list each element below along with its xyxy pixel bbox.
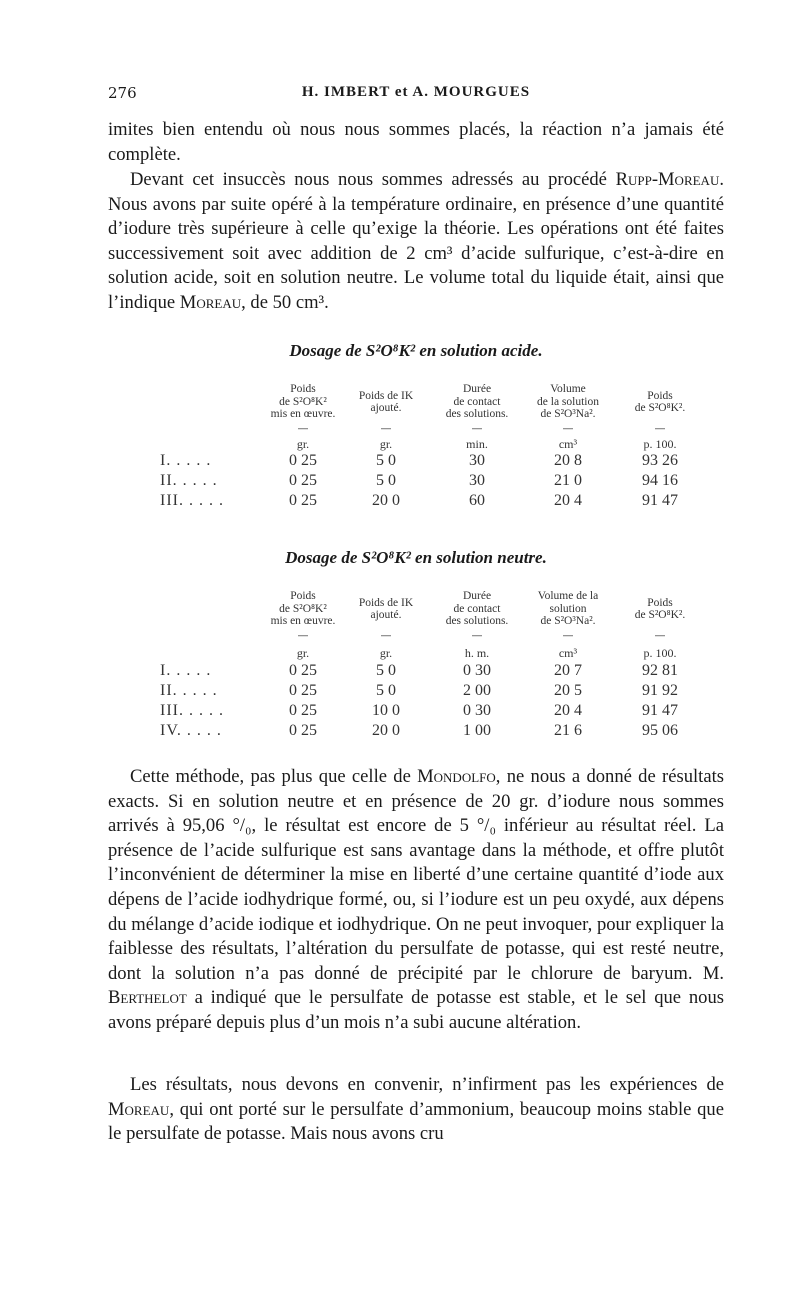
column-header: de S²O⁸K² (279, 395, 327, 408)
table-cell: 5 0 (376, 682, 396, 699)
row-label: III. . . . . (160, 702, 224, 719)
header-rule: — (562, 422, 574, 435)
paragraph-2-text: Devant cet insuccès nous nous sommes adressés au procédé (130, 169, 616, 190)
table-cell: 21 6 (554, 722, 582, 739)
page-header (108, 84, 724, 106)
column-header: Poids (647, 596, 673, 609)
header-rule: — (297, 629, 309, 642)
table-cell: 0 30 (463, 662, 491, 679)
table-cell: 0 25 (289, 682, 317, 699)
author-name: Moreau (108, 1098, 170, 1120)
unit-label: gr. (379, 646, 393, 660)
row-label: IV. . . . . (160, 722, 222, 739)
unit-label: min. (466, 437, 488, 451)
author-name: Mondolfo (417, 766, 496, 787)
table-cell: 60 (469, 492, 485, 509)
table-cell: 94 16 (642, 472, 678, 489)
table-cell: 5 0 (376, 472, 396, 489)
unit-label: h. m. (464, 646, 490, 660)
table-cell: 0 25 (289, 492, 317, 509)
column-header: Volume (550, 383, 586, 396)
table-cell: 1 00 (463, 722, 491, 739)
table-cell: 95 06 (642, 722, 678, 739)
paragraph-3-text: Cette méthode, pas plus que celle de (130, 766, 418, 787)
column-header: Poids de IK (358, 389, 414, 402)
column-header: Durée (462, 383, 492, 396)
page-number: 276 (108, 84, 137, 102)
unit-label: cm³ (558, 437, 578, 451)
table-1-caption: Dosage de S²O⁸K² en solution acide. (289, 341, 543, 360)
header-rule: — (654, 422, 666, 435)
column-header: de S²O³Na². (540, 615, 596, 628)
table-cell: 0 25 (289, 472, 317, 489)
unit-label: p. 100. (643, 646, 677, 660)
column-header: ajouté. (370, 609, 402, 621)
column-header: de la solution (537, 395, 599, 408)
column-header: Volume de la (537, 590, 599, 603)
table-cell: 92 81 (642, 662, 678, 679)
author-name: Berthelot (108, 987, 187, 1009)
table-cell: 5 0 (376, 452, 396, 469)
author-name: Moreau (179, 291, 242, 313)
running-head: H. IMBERT et A. MOURGUES (301, 84, 531, 100)
table-2-caption: Dosage de S²O⁸K² en solution neutre. (285, 548, 547, 567)
unit-label: gr. (296, 437, 310, 451)
row-label: II. . . . . (160, 472, 218, 489)
table-cell: 20 0 (372, 722, 400, 739)
table-cell: 30 (469, 452, 485, 469)
unit-label: gr. (379, 437, 393, 451)
table-cell: 0 25 (289, 452, 317, 469)
row-label: I. . . . . (160, 452, 212, 469)
paragraph-4-text: , qui ont porté sur le persulfate d’ammonium, beaucoup moins stable que le persulfate de potasse. Mais nous avons cru (108, 1098, 724, 1145)
table-cell: 20 4 (554, 702, 582, 719)
paragraph-4 (108, 1073, 724, 1147)
table-cell: 5 0 (376, 662, 396, 679)
paragraph-2-text: , de 50 cm³. (241, 291, 329, 313)
table-cell: 0 25 (289, 722, 317, 739)
column-header: de contact (453, 395, 501, 408)
table-cell: 91 47 (642, 702, 678, 719)
table-cell: 21 0 (554, 472, 582, 489)
column-header: Durée (462, 590, 492, 603)
paragraph-3 (108, 765, 724, 1036)
header-rule: — (562, 629, 574, 642)
table-cell: 20 5 (554, 682, 582, 699)
table-cell: 0 25 (289, 702, 317, 719)
column-header: de contact (453, 602, 501, 615)
header-rule: — (380, 422, 392, 435)
column-header: ajouté. (370, 402, 402, 414)
table-cell: 2 00 (463, 682, 491, 699)
table-cell: 93 26 (642, 452, 678, 469)
column-header: de S²O⁸K². (634, 609, 686, 621)
row-label: II. . . . . (160, 682, 218, 699)
column-header: de S²O⁸K². (634, 402, 686, 414)
header-rule: — (380, 629, 392, 642)
header-rule: — (654, 629, 666, 642)
column-header: mis en œuvre. (270, 615, 336, 628)
table-cell: 0 30 (463, 702, 491, 719)
unit-label: cm³ (558, 646, 578, 660)
column-header: des solutions. (445, 408, 509, 421)
table-cell: 20 8 (554, 452, 582, 469)
table-cell: 20 7 (554, 662, 582, 679)
column-header: Poids (290, 590, 316, 603)
column-header: des solutions. (445, 615, 509, 628)
header-rule: — (471, 629, 483, 642)
table-cell: 0 25 (289, 662, 317, 679)
paragraph-1: imites bien entendu où nous nous sommes placés, la réaction n’a jamais été complète. (108, 119, 724, 165)
paragraph-3-text: a indiqué que le persulfate de potasse est stable, et le sel que nous avons préparé depuis plus d’un mois n’a subi aucune altération. (108, 987, 724, 1033)
column-header: Poids (647, 389, 673, 402)
table-cell: 91 92 (642, 682, 678, 699)
table-cell: 20 4 (554, 492, 582, 509)
header-rule: — (297, 422, 309, 435)
column-header: Poids (290, 383, 316, 396)
paragraph-4-text: Les résultats, nous devons en convenir, n’infirment pas les expériences de (130, 1074, 724, 1095)
column-header: mis en œuvre. (270, 408, 336, 421)
table-cell: 30 (469, 472, 485, 489)
header-rule: — (471, 422, 483, 435)
row-label: III. . . . . (160, 492, 224, 509)
paragraph-2-text: . Nous avons par suite opéré à la température ordinaire, en présence d’une quantité d’iodure très supérieure à celle qu’exige la théorie. Les opérations ont été faites successivement soit avec addition de 2 cm³ d’acide sulfurique, c’est-à-dire en solution acide, soit en solution neutre. Le volume total du liquide était, ainsi que l’indique (108, 169, 724, 313)
paragraph-3-text: , ne nous a donné de résultats exacts. Si en solution neutre et en présence de 20 gr. d’iodure nous sommes arrivés à 95,06 °/₀, le résultat est encore de 5 °/₀ inférieur au résultat réel. La présence de l’acide sulfurique est sans avantage dans la méthode, et offre plutôt l’inconvénient de déterminer la mise en liberté d’une certaine quantité d’iode aux dépens de l’acide iodhydrique formé, ou, si l’iodure est un peu oxydé, aux dépens du mélange d’acide iodique et iodhydrique. On ne peut invoquer, pour expliquer la faiblesse des résultats, l’altération du persulfate de potasse, qui est resté neutre, dont la solution n’a pas donné de précipité par le chlorure de baryum. M. (108, 766, 724, 984)
row-label: I. . . . . (160, 662, 212, 679)
column-header: de S²O⁸K² (279, 602, 327, 615)
unit-label: gr. (296, 646, 310, 660)
column-header: de S²O³Na². (540, 408, 596, 421)
author-name: Rupp-Moreau (615, 169, 720, 190)
table-cell: 10 0 (372, 702, 400, 719)
table-cell: 91 47 (642, 492, 678, 509)
unit-label: p. 100. (643, 437, 677, 451)
column-header: solution (549, 602, 587, 615)
table-cell: 20 0 (372, 492, 400, 509)
column-header: Poids de IK (358, 596, 414, 609)
paragraph-2 (108, 168, 724, 316)
